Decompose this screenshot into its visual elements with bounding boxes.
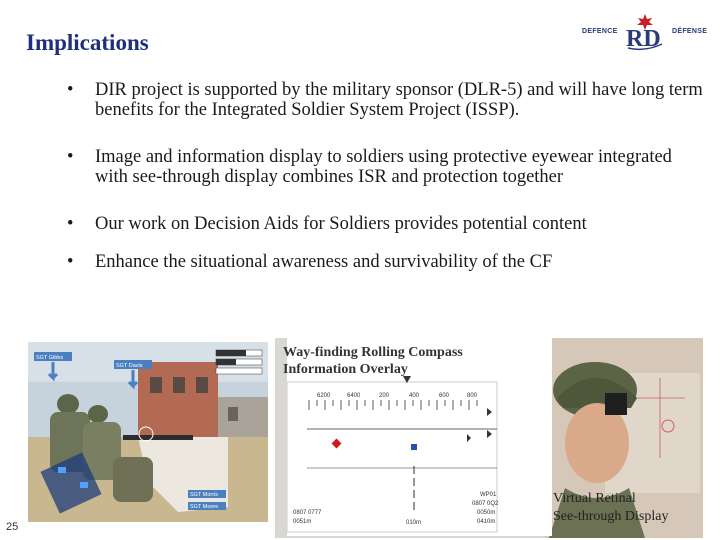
retinal-display-figure (275, 338, 703, 538)
hud-label-sgt-moore: SGT Moore (190, 504, 219, 510)
compass-tick-label: 600 (439, 393, 450, 399)
hud-label-sgt-gibbs: SGT Gibbs (36, 355, 64, 361)
bullet-glyph: • (67, 147, 74, 167)
compass-caption (283, 344, 463, 378)
soldier-hud-illustration (28, 342, 268, 522)
right-range2-label: 0410m (477, 519, 496, 525)
compass-tick-label: 200 (379, 393, 390, 399)
left-range-label: 0051m (293, 519, 312, 525)
logo-mark-text: RD (626, 26, 661, 52)
bullet-glyph: • (67, 252, 74, 272)
bullet-list (66, 80, 706, 272)
bullet-glyph: • (67, 80, 74, 100)
slide-title: Implications (26, 30, 149, 55)
left-grid-label: 0807 0777 (293, 510, 322, 516)
soldier-hud-photo (28, 342, 268, 522)
slide-number: 25 (6, 521, 19, 533)
logo-left-word: DEFENCE (582, 28, 618, 35)
waypoint-label: WP01 (480, 492, 497, 498)
compass-caption-line2: Information Overlay (283, 362, 408, 377)
center-range-label: 010m (406, 520, 422, 526)
bullet-item (66, 252, 706, 272)
compass-tick-label: 6400 (347, 393, 361, 399)
bullet-text: DIR project is supported by the military sponsor (DLR-5) and will have long term benefits for the Integrated Soldier System Project (ISSP). (95, 80, 703, 120)
bullet-item (66, 80, 706, 120)
bullet-glyph: • (67, 214, 74, 234)
retinal-caption-line2: See-through Display (553, 509, 669, 524)
compass-tick-label: 6200 (317, 393, 331, 399)
hud-label-sgt-davis: SGT Davis (116, 363, 143, 369)
hud-label-sgt-morris: SGT Morris (190, 492, 219, 498)
logo-right-word: DÉFENSE (672, 28, 708, 35)
position-marker-blue (411, 444, 417, 450)
bullet-item (66, 147, 706, 187)
compass-tick-label: 400 (409, 393, 420, 399)
retinal-caption-line1: Virtual Retinal (553, 491, 636, 506)
bullet-text: Enhance the situational awareness and survivability of the CF (95, 252, 553, 272)
right-grid-label: 0807 0Q2 (472, 501, 499, 507)
right-range1-label: 0050m (477, 510, 496, 516)
bullet-item (66, 214, 706, 234)
rd-mark-icon (622, 12, 668, 52)
bullet-text: Our work on Decision Aids for Soldiers provides potential content (95, 214, 587, 234)
retinal-caption (553, 490, 668, 526)
compass-tick-label: 800 (467, 393, 478, 399)
compass-caption-line1: Way-finding Rolling Compass (283, 345, 463, 360)
rd-logo (580, 12, 712, 52)
bullet-text: Image and information display to soldiers using protective eyewear integrated with see-through display combines ISR and protection together (95, 147, 672, 187)
